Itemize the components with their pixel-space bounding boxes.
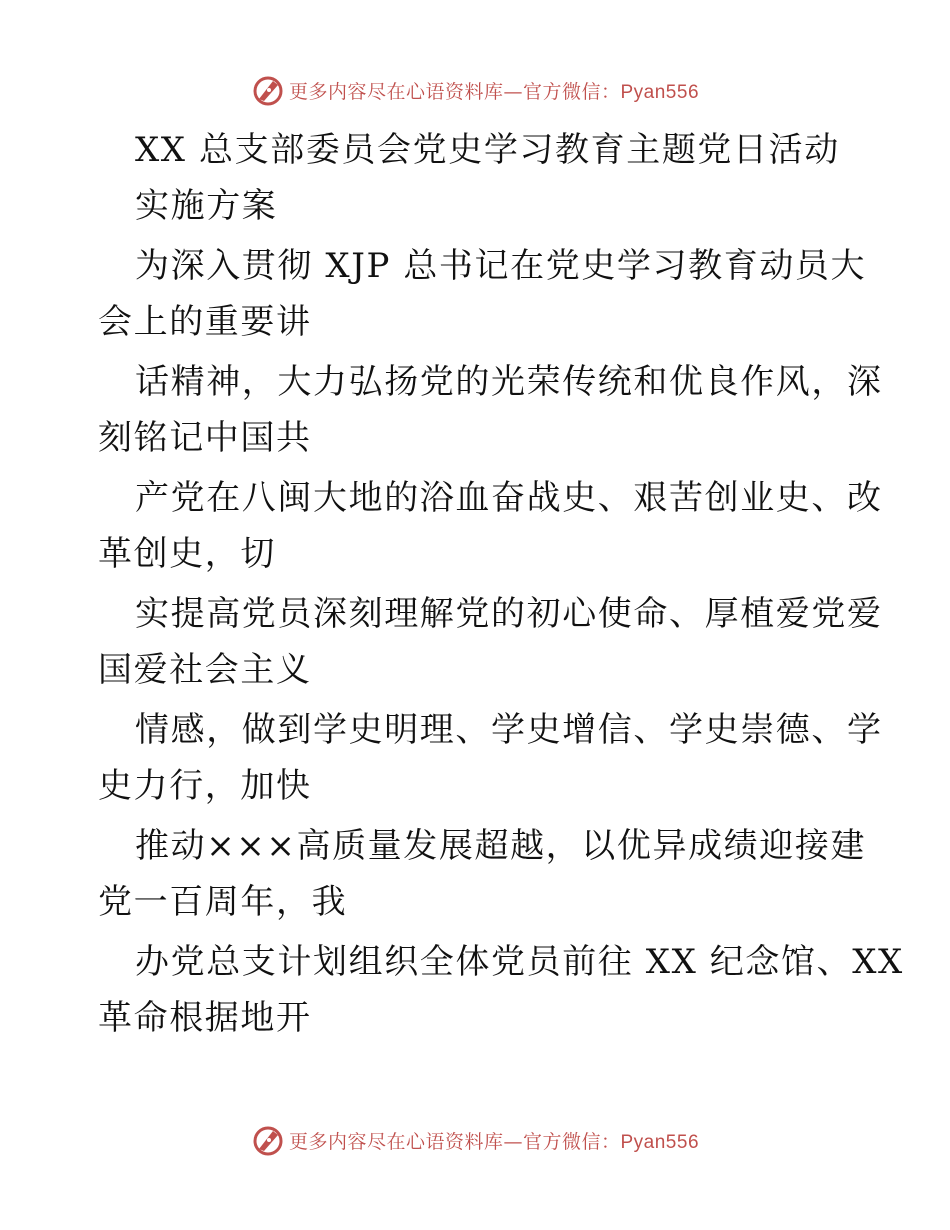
banner-text: 更多内容尽在心语资料库—官方微信：Pyan556 <box>288 80 700 103</box>
paragraph-line: 推动×××高质量发展超越，以优异成绩迎接建 <box>135 826 867 866</box>
document-subtitle: 实施方案 <box>135 186 278 226</box>
paragraph-line: 话精神，大力弘扬党的光荣传统和优良作风，深 <box>135 362 883 402</box>
pen-nib-logo-icon <box>251 1123 285 1157</box>
pen-nib-logo-icon <box>251 73 285 107</box>
paragraph-line: 革创史，切 <box>98 534 276 574</box>
paragraph-line: 史力行，加快 <box>98 766 312 806</box>
header-banner <box>0 70 950 110</box>
paragraph-line: 刻铭记中国共 <box>98 418 312 458</box>
banner-text: 更多内容尽在心语资料库—官方微信：Pyan556 <box>288 1130 700 1153</box>
paragraph-line: 办党总支计划组织全体党员前往 XX 纪念馆、XX <box>135 942 904 982</box>
paragraph-line: 会上的重要讲 <box>98 302 312 342</box>
paragraph-line: 产党在八闽大地的浴血奋战史、艰苦创业史、改 <box>135 478 883 518</box>
paragraph-line: 为深入贯彻 XJP 总书记在党史学习教育动员大 <box>135 246 867 286</box>
footer-banner <box>0 1120 950 1160</box>
paragraph-line: 革命根据地开 <box>98 998 312 1038</box>
document-title: XX 总支部委员会党史学习教育主题党日活动 <box>135 130 840 170</box>
paragraph-line: 国爱社会主义 <box>98 650 312 690</box>
paragraph-line: 实提高党员深刻理解党的初心使命、厚植爱党爱 <box>135 594 883 634</box>
paragraph-line: 情感，做到学史明理、学史增信、学史崇德、学 <box>135 710 883 750</box>
paragraph-line: 党一百周年，我 <box>98 882 348 922</box>
